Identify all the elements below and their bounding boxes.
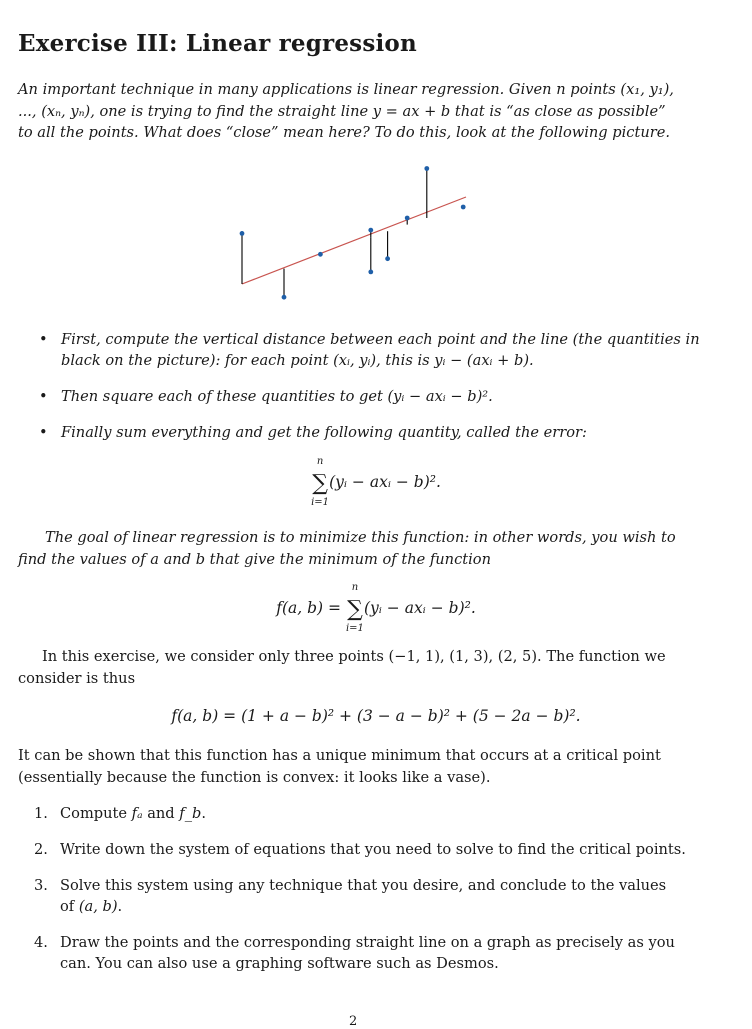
task-3-line-1: Solve this system using any technique that you desire, and conclude to the values <box>60 877 667 894</box>
data-point <box>405 216 410 221</box>
goal-text-2: find the values of <box>18 550 151 568</box>
task-4-line-2: can. You can also use a graphing software such as Desmos. <box>60 955 499 972</box>
goal-paragraph <box>18 527 734 570</box>
goal-b: b <box>195 550 206 568</box>
error-body: (yᵢ − axᵢ − b)². <box>329 473 441 491</box>
intro-point-last: (xₙ, yₙ) <box>41 102 91 120</box>
step-2-square: (yᵢ − axᵢ − b)² <box>387 388 489 405</box>
task-number: 3. <box>34 877 48 894</box>
residual-lines <box>242 169 463 298</box>
unique-min-line-1: It can be shown that this function has a unique minimum that occurs at a critical point <box>18 747 661 764</box>
fit-line <box>242 197 466 284</box>
intro-line-equation: y = ax + b <box>372 102 451 120</box>
error-equation <box>0 456 752 508</box>
data-point <box>424 166 429 171</box>
step-1-text-b: , this is <box>376 352 435 369</box>
task-number: 1. <box>34 805 48 822</box>
step-1-text-a: First, compute the vertical distance between each point and the line (the quantities in black on the picture): for each point <box>61 331 700 369</box>
data-point <box>282 295 287 300</box>
intro-text-3: , <box>669 81 674 98</box>
task-1-text: Compute <box>60 805 132 822</box>
intro-text-7: to all the points. What does “close” mean here? To do this, look at the following picture. <box>18 124 670 141</box>
three-points-list: (−1, 1), (1, 3), (2, 5) <box>388 648 538 665</box>
data-point <box>385 256 390 261</box>
page-number: 2 <box>349 1014 358 1029</box>
sum-upper: n <box>351 582 359 593</box>
intro-n: n <box>556 81 566 98</box>
task-item <box>34 839 724 860</box>
three-points-equation: f(a, b) = (1 + a − b)² + (3 − a − b)² + (5 − 2a − b)². <box>171 707 581 725</box>
task-number: 2. <box>34 841 48 858</box>
task-1-fa: fₐ <box>131 805 143 822</box>
step-item <box>36 386 736 407</box>
f-equation <box>0 582 752 634</box>
intro-text-2: points <box>565 81 621 98</box>
step-item <box>36 422 736 443</box>
task-2-text: Write down the system of equations that you need to solve to find the critical points. <box>60 841 686 858</box>
goal-text-1: The goal of linear regression is to minimize this function: in other words, you wish to <box>45 529 676 546</box>
intro-point-first: (x₁, y₁) <box>620 81 670 98</box>
intro-paragraph <box>18 79 734 144</box>
task-1-fb: f_b <box>179 805 202 822</box>
sum-upper: n <box>316 456 324 467</box>
goal-text-3: and <box>158 550 196 568</box>
steps-list <box>36 329 736 443</box>
unique-min-line-2: (essentially because the function is convex: it looks like a vase). <box>18 768 491 786</box>
data-point <box>240 231 245 236</box>
three-text-2: . The function we <box>537 648 666 665</box>
task-4-line-1: Draw the points and the corresponding straight line on a graph as precisely as you <box>60 934 675 951</box>
f-body: (yᵢ − axᵢ − b)². <box>363 599 476 617</box>
page-title: Exercise III: Linear regression <box>18 30 417 57</box>
task-item <box>34 875 724 917</box>
step-2-text-a: Then square each of these quantities to get <box>61 388 388 405</box>
sum-symbol: ∑ n i=1 <box>346 597 364 622</box>
intro-text-6: that is “as close as possible” <box>450 102 666 120</box>
data-point <box>368 228 373 233</box>
three-points-paragraph <box>18 646 734 689</box>
task-1-end: . <box>201 805 206 822</box>
task-3-ab: (a, b) <box>78 898 118 915</box>
regression-figure <box>230 155 475 305</box>
sum-lower: i=1 <box>345 623 364 634</box>
task-3-text-a: of <box>60 898 79 915</box>
data-point <box>461 205 466 210</box>
task-item <box>34 932 724 974</box>
task-number: 4. <box>34 934 48 951</box>
task-3-text-b: . <box>117 898 123 915</box>
f-lhs: f(a, b) = <box>276 599 346 617</box>
unique-min-paragraph <box>18 745 734 788</box>
task-1-and: and <box>142 805 180 822</box>
intro-text-1: An important technique in many applications is linear regression. Given <box>18 81 557 98</box>
data-point <box>368 270 373 275</box>
data-points <box>240 166 466 300</box>
step-1-distance: yᵢ − (axᵢ + b) <box>434 352 530 369</box>
goal-a: a <box>150 550 159 568</box>
intro-text-4: ..., <box>18 102 42 120</box>
step-2-text-b: . <box>488 388 493 405</box>
three-text-1: In this exercise, we consider only three points <box>42 648 389 665</box>
step-1-point: (xᵢ, yᵢ) <box>333 352 377 369</box>
step-3-text: Finally sum everything and get the following quantity, called the error: <box>61 424 587 441</box>
goal-text-4: that give the minimum of the function <box>205 550 491 568</box>
sum-symbol: ∑ n i=1 <box>311 471 329 496</box>
step-item <box>36 329 736 371</box>
data-point <box>318 252 323 257</box>
step-1-text-c: . <box>529 352 534 369</box>
intro-text-5: , one is trying to find the straight line <box>90 102 373 120</box>
task-list <box>34 803 724 974</box>
three-text-3: consider is thus <box>18 669 136 687</box>
task-item <box>34 803 724 824</box>
sum-lower: i=1 <box>311 497 330 508</box>
goal-line-2 <box>18 549 491 571</box>
